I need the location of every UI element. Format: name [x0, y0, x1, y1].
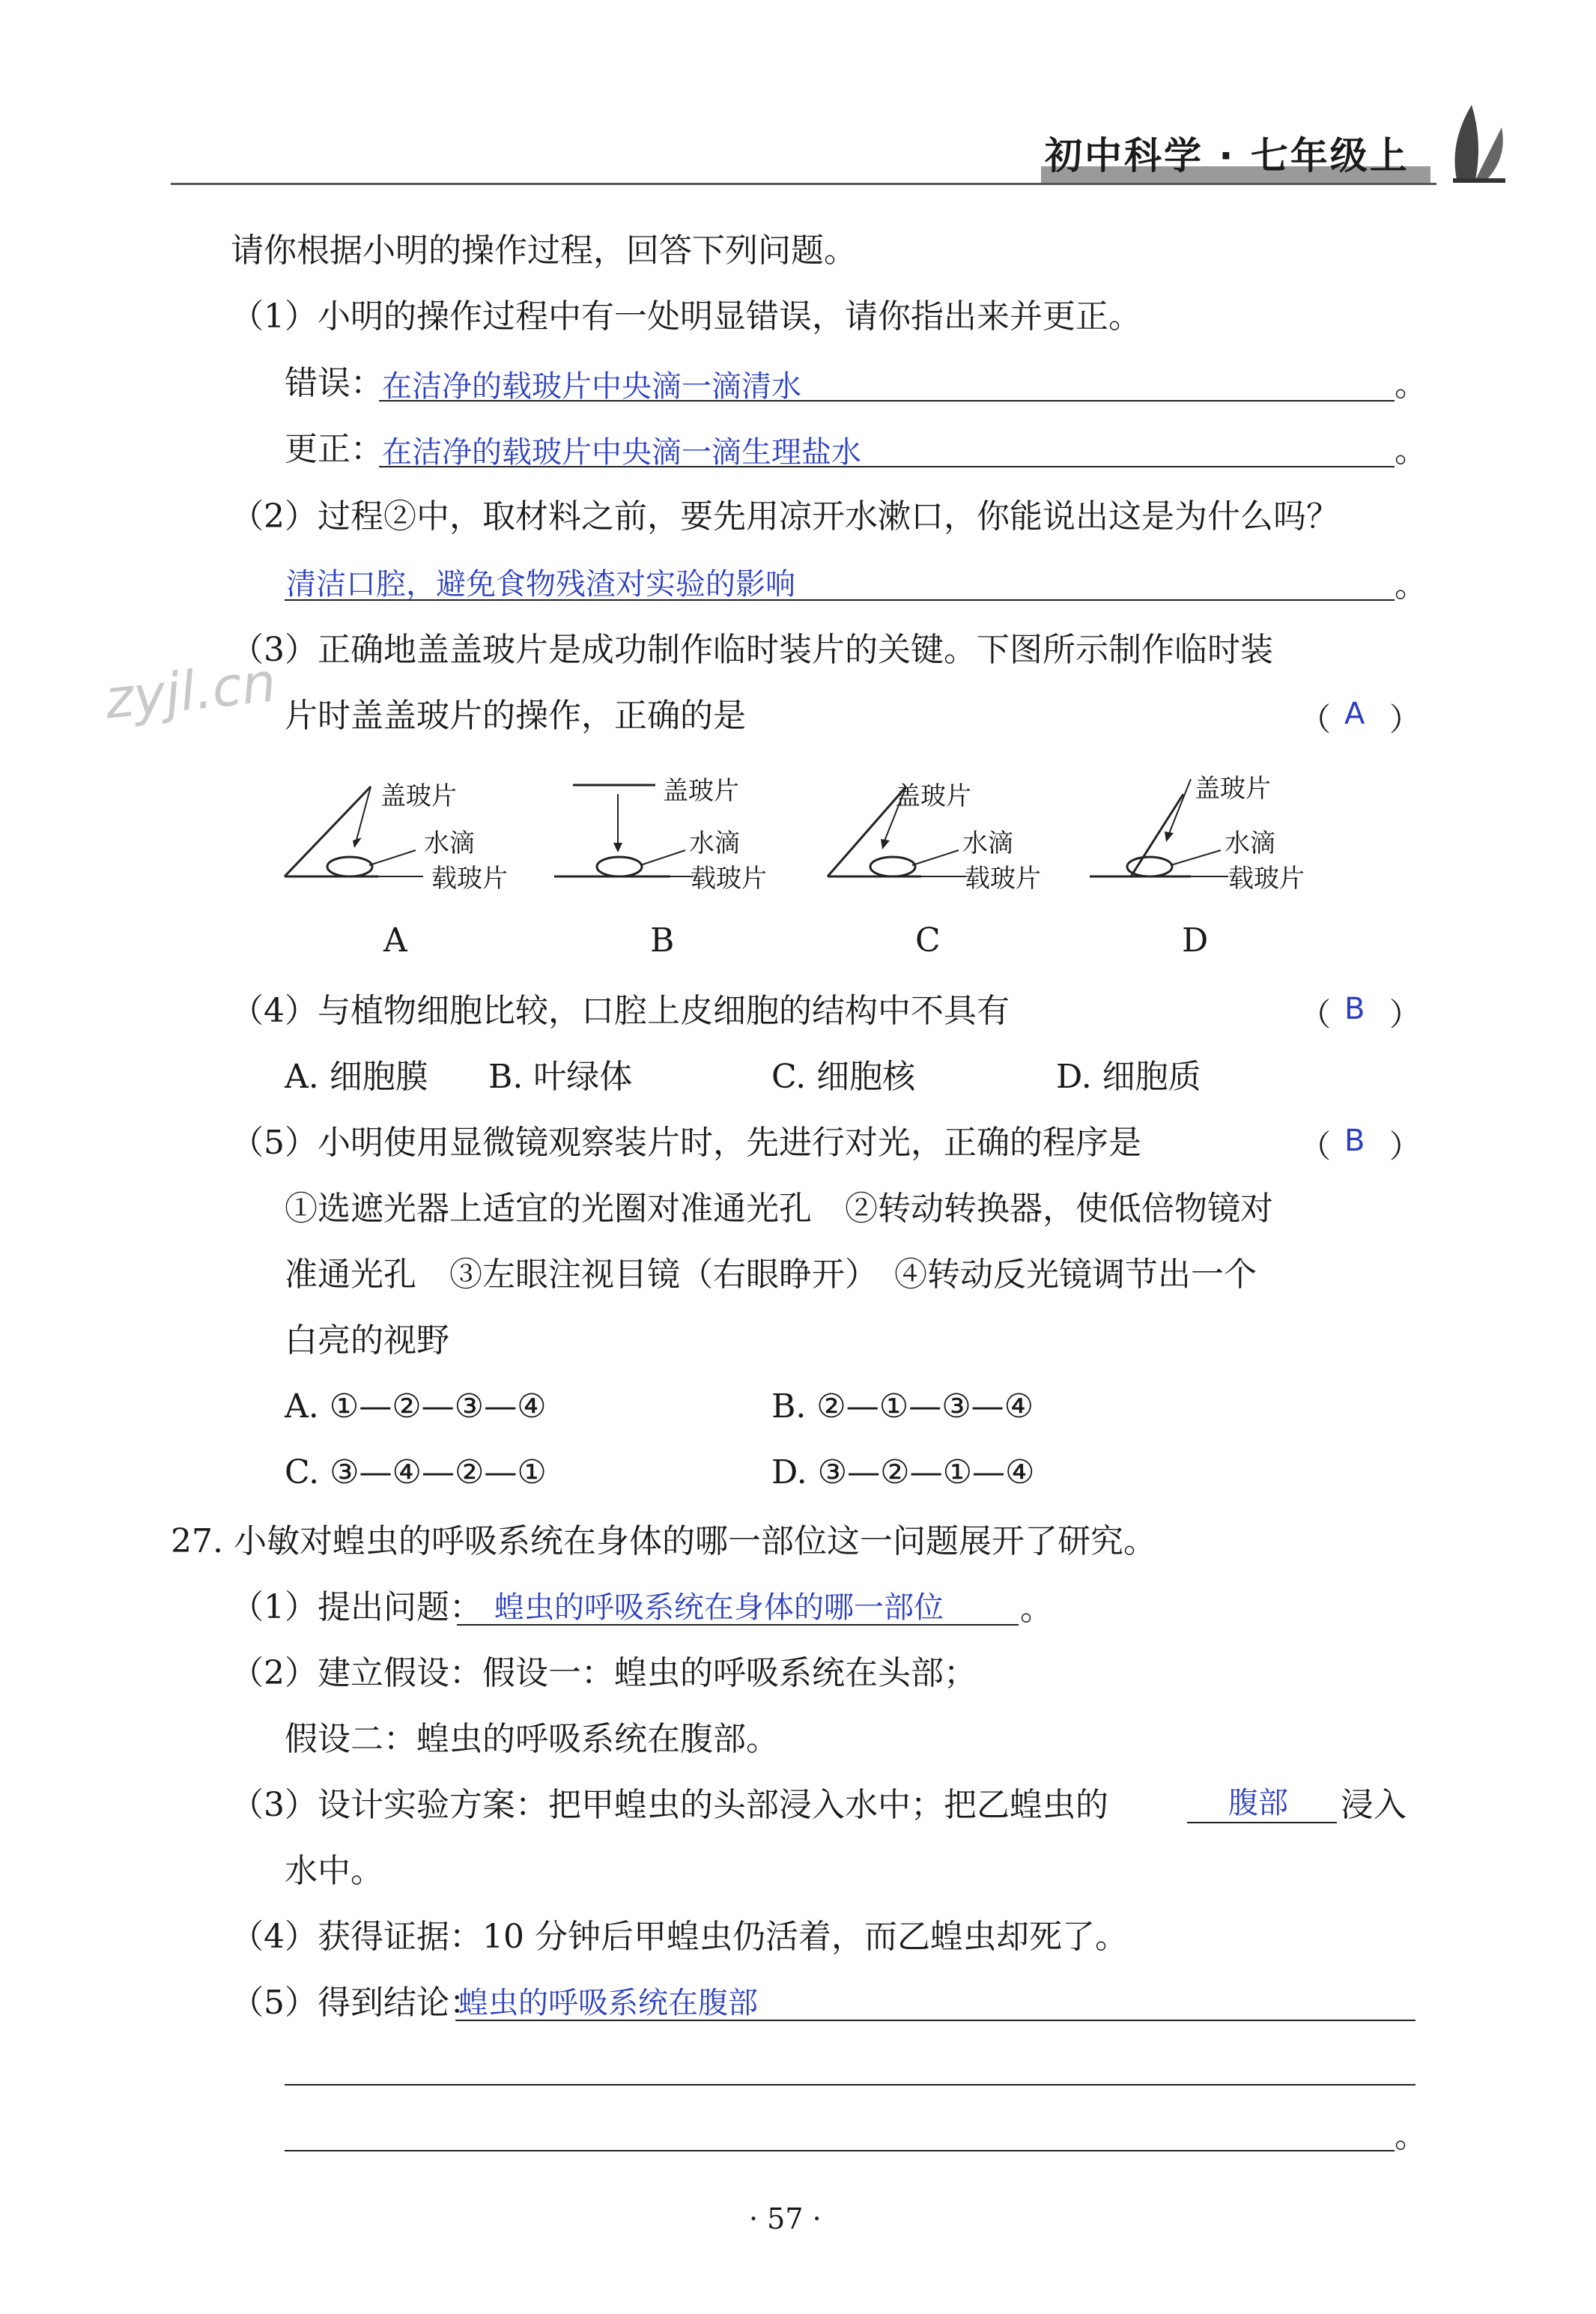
figure-d-drop-label: 水滴 — [1225, 829, 1275, 858]
q4-paren-close: ） — [1389, 996, 1421, 1033]
figure-d-letter: D — [1182, 921, 1209, 960]
q27-p3-answer: 腹部 — [1228, 1786, 1288, 1820]
q1-fix-label: 更正： — [285, 430, 383, 468]
q27-p1-answer: 蝗虫的呼吸系统在身体的哪一部位 — [494, 1590, 944, 1625]
q5-choice-c: C. ③—④—②—① — [285, 1453, 547, 1491]
q1-error-label: 错误： — [285, 364, 383, 402]
q27-p5-end: 。 — [1395, 2117, 1427, 2155]
q4-choice-b: B. 叶绿体 — [488, 1058, 633, 1096]
q27-p1-label: （1）提出问题： — [231, 1588, 482, 1626]
q5-prompt: （5）小明使用显微镜观察装片时，先进行对光，正确的程序是 — [231, 1124, 1141, 1162]
q4-paren-open: （ — [1299, 996, 1332, 1033]
book-title: 初中科学 · 七年级上 — [1045, 134, 1410, 178]
intro-text: 请你根据小明的操作过程，回答下列问题。 — [231, 231, 857, 270]
figure-a-cover-label: 盖玻片 — [380, 781, 457, 811]
figure-a-slide-label: 载玻片 — [431, 864, 508, 894]
q1-error-end: 。 — [1395, 366, 1427, 404]
q5-choice-b: B. ②—①—③—④ — [771, 1387, 1034, 1426]
q27-p5-underline-3 — [285, 2150, 1395, 2151]
q27-p2-line2: 假设二：蝗虫的呼吸系统在腹部。 — [285, 1720, 779, 1758]
q5-choice-d: D. ③—②—①—④ — [771, 1453, 1035, 1491]
q4-answer: B — [1344, 992, 1365, 1026]
q2-answer: 清洁口腔，避免食物残渣对实验的影响 — [286, 567, 795, 602]
q3-line2: 片时盖盖玻片的操作，正确的是 — [285, 697, 746, 735]
q1-fix-answer: 在洁净的载玻片中央滴一滴生理盐水 — [382, 435, 861, 470]
q3-paren-close: ） — [1389, 701, 1421, 738]
figure-a-drop-label: 水滴 — [424, 829, 475, 858]
q27-p3-underline — [1187, 1822, 1337, 1823]
q3-answer: A — [1344, 697, 1365, 731]
q2-prompt: （2）过程②中，取材料之前，要先用凉开水漱口，你能说出这是为什么吗？ — [231, 497, 1339, 536]
figure-c-letter: C — [915, 921, 941, 960]
q27-p2-line1: （2）建立假设：假设一：蝗虫的呼吸系统在头部； — [231, 1654, 977, 1692]
q2-end: 。 — [1395, 566, 1427, 605]
q5-step-line2: 准通光孔 ③左眼注视目镜（右眼睁开） ④转动反光镜调节出一个 — [285, 1256, 1257, 1294]
q5-step-line3: 白亮的视野 — [285, 1321, 449, 1360]
header-rule — [171, 183, 1436, 185]
q27-p4: （4）获得证据：10 分钟后甲蝗虫仍活着，而乙蝗虫却死了。 — [231, 1918, 1128, 1956]
figure-b-cover-label: 盖玻片 — [663, 776, 739, 806]
q1-prompt: （1）小明的操作过程中有一处明显错误，请你指出来并更正。 — [231, 297, 1141, 336]
figure-b-slide-label: 载玻片 — [691, 864, 767, 894]
q27-p5-label: （5）得到结论： — [231, 1984, 482, 2022]
q4-prompt: （4）与植物细胞比较，口腔上皮细胞的结构中不具有 — [231, 992, 1010, 1030]
q1-fix-underline — [379, 466, 1395, 467]
q27-p3-after: 浸入 — [1341, 1786, 1407, 1824]
figure-b-letter: B — [650, 921, 675, 960]
q5-choice-a: A. ①—②—③—④ — [285, 1387, 547, 1426]
q5-paren-open: （ — [1299, 1128, 1332, 1165]
q5-answer: B — [1344, 1124, 1365, 1158]
tree-logo-icon — [1442, 97, 1509, 187]
q2-underline — [285, 599, 1395, 601]
q27-p5-answer: 蝗虫的呼吸系统在腹部 — [458, 1986, 758, 2020]
page-number: · 57 · — [749, 2202, 822, 2235]
q27-p5-underline-1 — [455, 2020, 1416, 2021]
q27-stem: 27. 小敏对蝗虫的呼吸系统在身体的哪一部位这一问题展开了研究。 — [171, 1522, 1156, 1560]
q5-paren-close: ） — [1389, 1128, 1421, 1165]
q4-choice-a: A. 细胞膜 — [285, 1058, 428, 1096]
figure-d-slide-label: 载玻片 — [1228, 864, 1305, 894]
figure-b-drop-label: 水滴 — [689, 829, 740, 858]
figure-c-cover-label: 盖玻片 — [895, 781, 971, 811]
q27-p1-underline — [457, 1624, 1019, 1626]
figure-c-slide-label: 载玻片 — [965, 864, 1041, 894]
q4-choice-d: D. 细胞质 — [1056, 1058, 1201, 1096]
q1-fix-end: 。 — [1395, 431, 1427, 470]
figure-d-cover-label: 盖玻片 — [1195, 774, 1271, 804]
q1-error-underline — [379, 400, 1395, 402]
q1-error-answer: 在洁净的载玻片中央滴一滴清水 — [382, 369, 801, 404]
q3-paren-open: （ — [1299, 701, 1332, 738]
q27-p5-underline-2 — [285, 2084, 1416, 2086]
q27-p1-end: 。 — [1020, 1590, 1053, 1628]
q27-p3-before: （3）设计实验方案：把甲蝗虫的头部浸入水中；把乙蝗虫的 — [231, 1786, 1108, 1824]
q4-choice-c: C. 细胞核 — [771, 1058, 916, 1096]
watermark: zyjl.cn — [102, 650, 279, 731]
q5-step-line1: ①选遮光器上适宜的光圈对准通光孔 ②转动转换器，使低倍物镜对 — [285, 1190, 1273, 1228]
q3-line1: （3）正确地盖盖玻片是成功制作临时装片的关键。下图所示制作临时装 — [231, 631, 1273, 669]
figure-c-drop-label: 水滴 — [962, 829, 1013, 858]
q27-p3-line2: 水中。 — [285, 1852, 383, 1890]
figure-a-letter: A — [383, 921, 407, 960]
